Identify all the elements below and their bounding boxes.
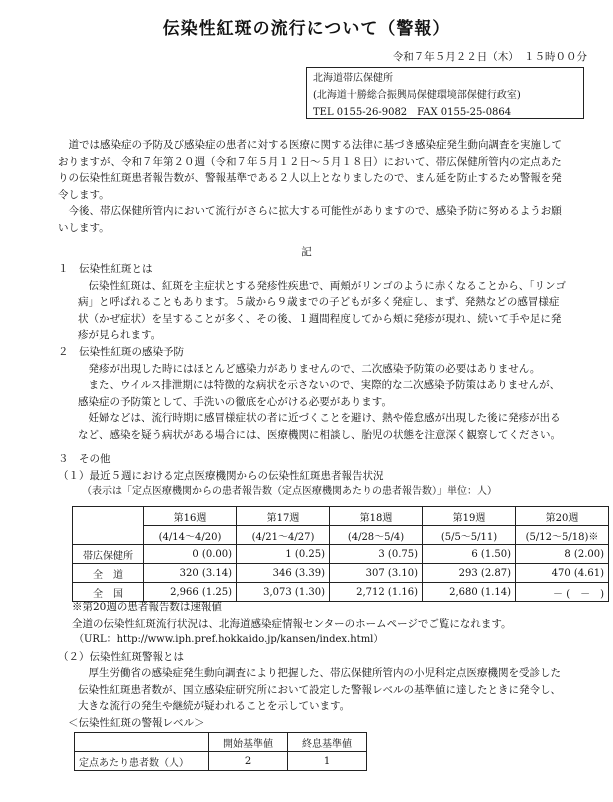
level-row-label: 定点あたり患者数（人） xyxy=(75,752,209,771)
table-header-row xyxy=(73,507,609,526)
table-note: （表示は「定点医療機関からの患者報告数（定点医療機関あたりの患者報告数）」単位：人） xyxy=(82,486,497,497)
subsection-1-heading: （１）最近５週における定点医療機関からの伝染性紅斑患者報告状況 xyxy=(58,469,384,482)
subsection-2-body: 厚生労働省の感染症発生動向調査により把握した、帯広保健所管内の小児科定点医療機関を受診した伝染性紅斑患者数が、国立感染症研究所において設定した警報レベルの基準値に達したときに発令し、大きな流行の発生や継続が疑われることを示しています。 xyxy=(78,667,561,712)
section-2-heading: ２ 伝染性紅斑の感染予防 xyxy=(58,346,184,358)
issuer-contact: TEL 0155-26-9082 FAX 0155-25-0864 xyxy=(313,107,512,118)
level-title: ＜伝染性紅斑の警報レベル＞ xyxy=(68,716,205,729)
table-cell: 2,680 (1.14) xyxy=(423,583,516,602)
page-title: 伝染性紅斑の流行について（警報） xyxy=(162,19,451,39)
section-3-heading: ３ その他 xyxy=(58,453,111,465)
table-cell: 293 (2.87) xyxy=(423,564,516,583)
week-header: 第16週 xyxy=(144,507,237,526)
level-corner xyxy=(75,733,209,752)
info-url[interactable]: （URL：http://www.iph.pref.hokkaido.jp/kansen/index.html） xyxy=(74,634,384,645)
ki-heading: 記 xyxy=(301,246,312,258)
row-label: 全 国 xyxy=(73,583,144,602)
week-header: 第19週 xyxy=(423,507,516,526)
row-label: 帯広保健所 xyxy=(73,545,144,564)
table-row xyxy=(73,564,609,583)
week-range: (4/21～4/27) xyxy=(237,526,330,545)
week-range: (5/12～5/18)※ xyxy=(516,526,609,545)
section-1 xyxy=(58,261,568,344)
table-cell: 3 (0.75) xyxy=(330,545,423,564)
table-cell: 320 (3.14) xyxy=(144,564,237,583)
issuer-name: 北海道帯広保健所 xyxy=(313,73,393,84)
week-header: 第18週 xyxy=(330,507,423,526)
section-2-body: 発疹が出現した時にはほとんど感染力がありませんので、二次感染予防策の必要はありません。 xyxy=(88,362,541,375)
level-row xyxy=(75,752,367,771)
section-2-body: また、ウイルス排泄期には特徴的な病状を示さないので、実際的な二次感染予防策はありませんが、感染症の予防策として、手洗いの徹底を心がける必要があります。 xyxy=(78,379,561,408)
table-range-row xyxy=(73,526,609,545)
table-cell: 1 (0.25) xyxy=(237,545,330,564)
table-cell: 2,712 (1.16) xyxy=(330,583,423,602)
table-cell: 6 (1.50) xyxy=(423,545,516,564)
subsection-2-heading: （２）伝染性紅斑警報とは xyxy=(58,650,184,663)
week-header: 第17週 xyxy=(237,507,330,526)
table-cell: 2,966 (1.25) xyxy=(144,583,237,602)
section-2 xyxy=(58,344,568,443)
table-cell: － ( － ) xyxy=(516,583,609,602)
issuer-box xyxy=(306,67,584,119)
issue-date: 令和７年５月２２日（木） １５時００分 xyxy=(392,51,587,63)
section-3-notes xyxy=(58,599,568,731)
issuer-department: (北海道十勝総合振興局保健環境部保健行政室) xyxy=(313,90,521,101)
table-cell: 307 (3.10) xyxy=(330,564,423,583)
week-header: 第20週 xyxy=(516,507,609,526)
intro-paragraph: 道では感染症の予防及び感染症の患者に対する医療に関する法律に基づき感染症発生動向調査を実施しておりますが、令和７年第２０週（令和７年５月１２日～５月１８日）において、帯広保健所管内の定点あたりの伝染性紅斑患者報告数が、警報基準である２人以上となりましたので、まん延を防止するため警報を発令します。 xyxy=(58,139,562,201)
week-range: (4/14～4/20) xyxy=(144,526,237,545)
table-cell: 3,073 (1.30) xyxy=(237,583,330,602)
table-footnote: ※第20週の患者報告数は速報値 xyxy=(72,601,222,613)
level-header: 終息基準値 xyxy=(288,733,367,752)
section-1-body: 伝染性紅斑は、紅斑を主症状とする発疹性疾患で、両頬がリンゴのように赤くなることから、「リンゴ病」と呼ばれることもあります。５歳から９歳までの子どもが多く発症し、まず、発熱などの感冒様症状（かぜ症状）を呈することが多く、その後、１週間程度してから頬に発疹が現れ、続いて手や足に発疹が見られます。 xyxy=(78,279,567,341)
level-header-row xyxy=(75,733,367,752)
level-header: 開始基準値 xyxy=(209,733,288,752)
section-2-body: 妊婦などは、流行時期に感冒様症状の者に近づくことを避け、熱や倦怠感が出現した後に発疹が出るなど、感染を疑う病状がある場合には、医療機関に相談し、胎児の状態を注意深く観察してください。 xyxy=(78,412,561,441)
intro-paragraph: 今後、帯広保健所管内において流行がさらに拡大する可能性がありますので、感染予防に努めるようお願いします。 xyxy=(58,205,562,234)
table-cell: 8 (2.00) xyxy=(516,545,609,564)
info-text: 全道の伝染性紅斑流行状況は、北海道感染症情報センターのホームページでご覧になれます。 xyxy=(72,617,512,630)
table-cell: 470 (4.61) xyxy=(516,564,609,583)
alert-level-table xyxy=(74,732,367,771)
table-cell: 0 (0.00) xyxy=(144,545,237,564)
intro xyxy=(58,137,568,236)
table-cell: 346 (3.39) xyxy=(237,564,330,583)
table-corner xyxy=(73,507,144,545)
week-range: (4/28～5/4) xyxy=(330,526,423,545)
week-range: (5/5～5/11) xyxy=(423,526,516,545)
section-1-heading: １ 伝染性紅斑とは xyxy=(58,263,153,275)
row-label: 全 道 xyxy=(73,564,144,583)
level-start-value: 2 xyxy=(209,752,288,771)
table-row xyxy=(73,545,609,564)
level-end-value: 1 xyxy=(288,752,367,771)
report-table xyxy=(72,506,609,602)
section-3 xyxy=(58,451,568,501)
